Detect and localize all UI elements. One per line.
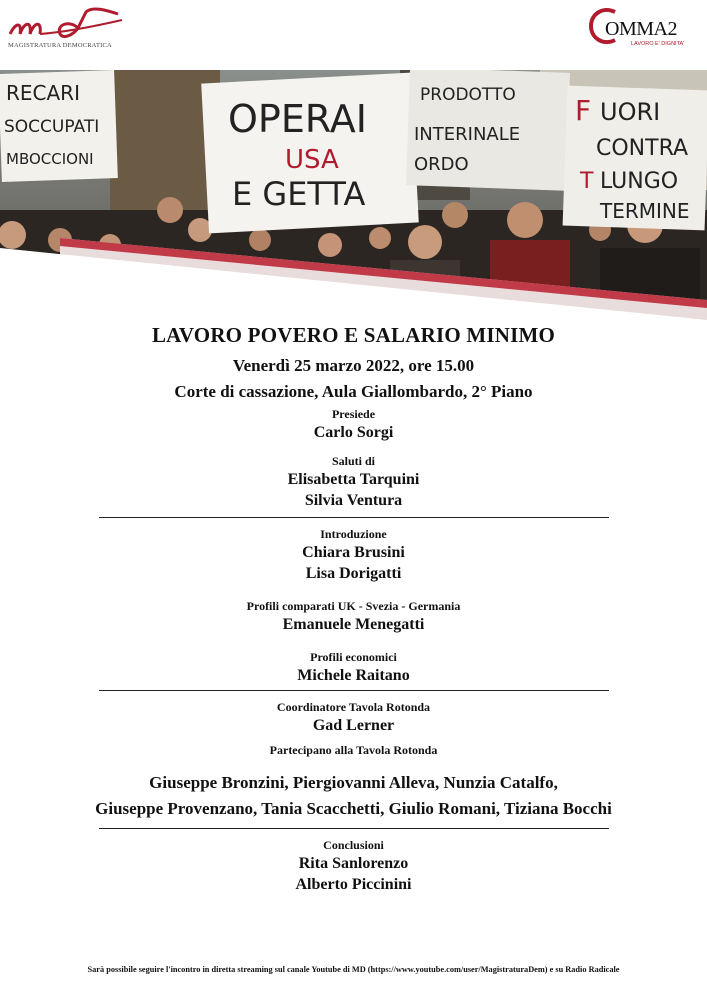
coordinator-name: Gad Lerner [312, 717, 395, 734]
economic-role: Profili economici [310, 650, 397, 664]
panel-names-line-1: Giuseppe Bronzini, Piergiovanni Alleva, Nunzia Catalfo, [149, 773, 558, 792]
conclusions-role: Conclusioni [323, 838, 384, 852]
svg-text:CONTRA: CONTRA [596, 136, 689, 161]
svg-text:PRODOTTO: PRODOTTO [420, 85, 516, 105]
panel-names-line-2: Giuseppe Provenzano, Tania Scacchetti, Giulio Romani, Tiziana Bocchi [95, 799, 612, 818]
greetings-name-2: Silvia Ventura [304, 492, 403, 509]
comma2-logo [589, 6, 699, 52]
svg-text:RECARI: RECARI [6, 81, 80, 105]
svg-text:F: F [575, 94, 592, 127]
event-date-time: Venerdì 25 marzo 2022, ore 15.00 [232, 356, 475, 375]
sign-prodotto [406, 70, 570, 191]
sign-operai [201, 73, 419, 234]
comma2-tagline: LAVORO E' DIGNITA' [631, 41, 685, 47]
md-logo [6, 4, 126, 52]
md-org-name: MAGISTRATURA DEMOCRATICA [8, 42, 112, 49]
svg-text:UORI: UORI [600, 98, 661, 126]
svg-text:TERMINE: TERMINE [600, 199, 690, 223]
streaming-note: Sarà possibile seguire l'incontro in diretta streaming sul canale Youtube di MD (https://www.youtube.com/user/MagistraturaDem) e su Radio Radicale [87, 965, 620, 974]
svg-text:SOCCUPATI: SOCCUPATI [4, 117, 100, 137]
event-program [0, 320, 707, 895]
chair-name: Carlo Sorgi [313, 424, 394, 441]
coordinator-role: Coordinatore Tavola Rotonda [276, 700, 431, 714]
intro-name-2: Lisa Dorigatti [305, 565, 402, 582]
panel-role: Partecipano alla Tavola Rotonda [269, 743, 438, 757]
svg-text:T: T [580, 169, 594, 194]
sign-precari [0, 70, 118, 182]
protest-photo [0, 70, 707, 330]
greetings-name-1: Elisabetta Tarquini [287, 471, 420, 488]
conclusions-name-2: Alberto Piccinini [295, 876, 412, 893]
chair-role: Presiede [331, 407, 376, 421]
svg-text:USA: USA [285, 145, 339, 175]
svg-text:LUNGO: LUNGO [600, 169, 679, 194]
svg-text:INTERINALE: INTERINALE [414, 124, 521, 145]
sign-fuori [563, 86, 707, 231]
economic-name: Michele Raitano [297, 667, 410, 684]
event-title: LAVORO POVERO E SALARIO MINIMO [151, 323, 556, 347]
divider [99, 690, 609, 691]
svg-text:ORDO: ORDO [414, 154, 469, 175]
divider [99, 828, 609, 829]
divider [99, 517, 609, 518]
svg-text:OPERAI: OPERAI [228, 97, 367, 141]
event-location: Corte di cassazione, Aula Giallombardo, 2° Piano [174, 382, 533, 401]
intro-role: Introduzione [320, 527, 387, 541]
md-swoosh-icon [6, 4, 126, 44]
comparative-role: Profili comparati UK - Svezia - Germania [246, 599, 461, 613]
svg-text:MBOCCIONI: MBOCCIONI [6, 150, 94, 168]
comparative-name: Emanuele Menegatti [282, 616, 425, 633]
svg-text:E GETTA: E GETTA [232, 175, 366, 213]
intro-name-1: Chiara Brusini [302, 544, 405, 561]
conclusions-name-1: Rita Sanlorenzo [298, 855, 409, 872]
greetings-role: Saluti di [331, 454, 376, 468]
comma2-word: OMMA2 [605, 18, 677, 40]
